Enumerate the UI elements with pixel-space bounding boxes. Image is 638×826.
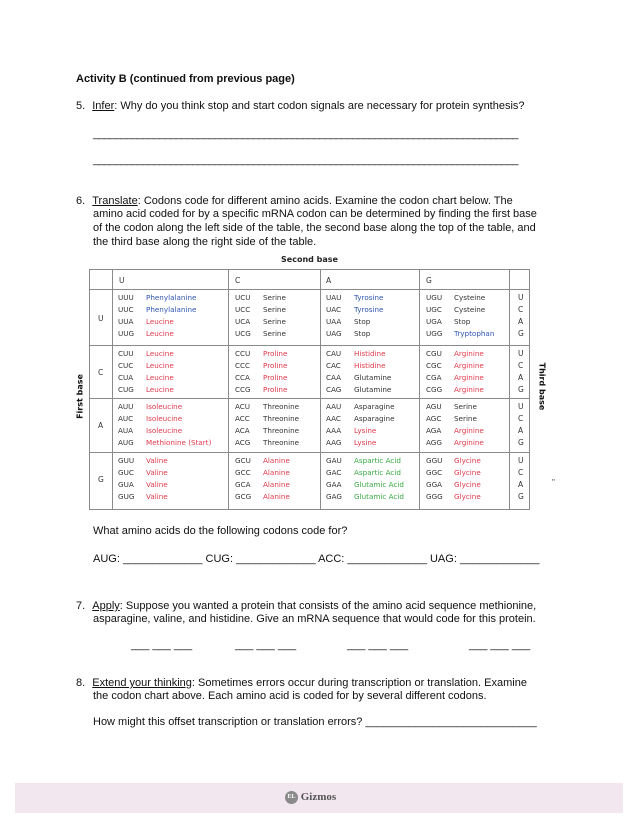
footer-bar <box>15 783 623 813</box>
codon: UCG <box>235 329 251 338</box>
question-number: 7. <box>76 600 86 612</box>
codon: GCA <box>235 480 251 489</box>
third-base-letter: A <box>518 317 524 326</box>
codon-cell <box>426 455 481 503</box>
codon: CCG <box>235 385 251 394</box>
first-base-label: First base <box>75 374 85 419</box>
codon: ACC <box>235 414 250 423</box>
codon: UCA <box>235 317 251 326</box>
codon-entry <box>235 360 287 372</box>
codon-entry <box>118 384 174 396</box>
codon: GCG <box>235 492 252 501</box>
activity-heading: Activity B (continued from previous page) <box>76 73 295 85</box>
amino-acid: Serine <box>263 293 286 302</box>
codon: CGC <box>426 361 442 370</box>
amino-acid: Serine <box>454 414 477 423</box>
amino-acid: Threonine <box>263 402 300 411</box>
third-base-label-wrap <box>532 360 552 420</box>
amino-acid: Cysteine <box>454 293 486 302</box>
codon-entry <box>235 348 287 360</box>
answer-line[interactable]: _____________________________________________________________________________ <box>93 128 518 140</box>
codon-entry <box>326 401 395 413</box>
codon-entry <box>235 304 286 316</box>
logo-text: Gizmos <box>300 791 337 804</box>
amino-acid: Asparagine <box>354 414 395 423</box>
third-base-column <box>518 292 524 340</box>
codon: UAA <box>326 317 342 326</box>
amino-acid: Cysteine <box>454 305 486 314</box>
amino-acid: Arginine <box>454 438 484 447</box>
amino-acid: Tyrosine <box>354 305 384 314</box>
codon-entry <box>235 479 290 491</box>
sequence-blank[interactable]: ___ ___ ___ <box>469 639 531 651</box>
codon-entry <box>426 479 481 491</box>
amino-acid: Valine <box>146 492 168 501</box>
codon: CAC <box>326 361 341 370</box>
codon: AUC <box>118 414 134 423</box>
codon: GAA <box>326 480 342 489</box>
first-base-label-wrap <box>70 370 90 430</box>
codon: UGG <box>426 329 443 338</box>
amino-acid: Valine <box>146 468 168 477</box>
codon-entry <box>118 437 211 449</box>
amino-acid: Arginine <box>454 349 484 358</box>
amino-acid: Proline <box>263 361 288 370</box>
amino-acid: Glycine <box>454 456 481 465</box>
codon: CAA <box>326 373 342 382</box>
codon-entry <box>235 316 286 328</box>
question-text: : Codons code for different amino acids. Examine the codon chart below. The <box>137 195 513 207</box>
logo-mark-icon: EL <box>285 791 298 804</box>
third-base-column <box>518 455 524 503</box>
codon-entry <box>426 348 484 360</box>
amino-acid: Serine <box>263 329 286 338</box>
codon-entry <box>426 328 494 340</box>
first-base-letter: C <box>98 368 104 377</box>
codon-entry <box>426 491 481 503</box>
codon: UGU <box>426 293 443 302</box>
question-number: 6. <box>76 195 86 207</box>
question-text: of the codon along the left side of the table, the second base along the top of the table, and <box>93 222 536 234</box>
first-base-letter: A <box>98 421 104 430</box>
amino-acid: Alanine <box>263 492 290 501</box>
codon: CGA <box>426 373 442 382</box>
codon: CCA <box>235 373 250 382</box>
codon: CGU <box>426 349 442 358</box>
amino-acid: Serine <box>263 305 286 314</box>
codon: GAG <box>326 492 342 501</box>
codon-entry <box>326 304 383 316</box>
codon-cell <box>118 455 168 503</box>
codon: UUA <box>118 317 134 326</box>
amino-acid: Isoleucine <box>146 402 183 411</box>
amino-acid: Isoleucine <box>146 414 183 423</box>
codon-entry <box>326 425 395 437</box>
codon-entry <box>426 437 484 449</box>
amino-acid: Leucine <box>146 373 174 382</box>
amino-acid: Leucine <box>146 329 174 338</box>
question-label: Translate <box>92 195 138 207</box>
third-base-letter: C <box>518 361 524 370</box>
codon-entry <box>426 401 484 413</box>
codon: UGC <box>426 305 442 314</box>
codon-chart <box>89 269 530 510</box>
codon-entry <box>426 384 484 396</box>
amino-acid: Aspartic Acid <box>354 456 401 465</box>
second-base-header: A <box>326 276 332 285</box>
codon: UCU <box>235 293 251 302</box>
stray-mark: " <box>552 478 555 487</box>
codon-entry <box>426 425 484 437</box>
codon: GGU <box>426 456 443 465</box>
question-text: the third base along the right side of the table. <box>93 236 317 248</box>
codon-cell <box>235 348 287 396</box>
codon-entry <box>326 437 395 449</box>
codon-entry <box>235 455 290 467</box>
amino-acid: Serine <box>454 402 477 411</box>
third-base-letter: C <box>518 414 524 423</box>
amino-acid: Aspartic Acid <box>354 468 401 477</box>
amino-acid: Phenylalanine <box>146 305 197 314</box>
question-label: Extend your thinking <box>92 677 192 689</box>
amino-acid: Glutamic Acid <box>354 480 404 489</box>
question-label: Apply <box>92 600 120 612</box>
codon: AUU <box>118 402 134 411</box>
codon-entry <box>326 479 404 491</box>
third-base-letter: C <box>518 305 524 314</box>
amino-acid: Arginine <box>454 361 484 370</box>
codon-entry <box>426 372 484 384</box>
third-base-letter: A <box>518 480 524 489</box>
third-base-column <box>518 401 524 449</box>
codon-entry <box>326 491 404 503</box>
codon-entry <box>426 467 481 479</box>
codon: GUG <box>118 492 135 501</box>
codon: AAU <box>326 402 342 411</box>
codon: CCC <box>235 361 251 370</box>
codon-entry <box>118 491 168 503</box>
codon: AAC <box>326 414 341 423</box>
amino-acid: Leucine <box>146 361 174 370</box>
codon: AGC <box>426 414 442 423</box>
codon-entry <box>235 437 299 449</box>
question-label: Infer <box>92 100 115 112</box>
amino-acid: Glycine <box>454 468 481 477</box>
amino-acid: Lysine <box>354 426 377 435</box>
answer-line[interactable]: _____________________________________________________________________________ <box>93 154 518 166</box>
first-base-letter: G <box>98 475 104 484</box>
codon-cell <box>326 292 383 340</box>
amino-acid: Glutamine <box>354 385 392 394</box>
codon: ACG <box>235 438 251 447</box>
amino-acid: Glutamine <box>354 373 392 382</box>
amino-acid: Arginine <box>454 373 484 382</box>
amino-acid: Tryptophan <box>454 329 495 338</box>
amino-acid: Phenylalanine <box>146 293 197 302</box>
amino-acid: Leucine <box>146 317 174 326</box>
codon-entry <box>326 292 383 304</box>
amino-acid: Alanine <box>263 480 290 489</box>
codon: CCU <box>235 349 251 358</box>
third-base-letter: G <box>518 329 524 338</box>
codon: UAG <box>326 329 342 338</box>
codon: AGU <box>426 402 442 411</box>
codon-entry <box>426 360 484 372</box>
amino-acid: Threonine <box>263 426 300 435</box>
question-text: amino acid coded for by a specific mRNA codon can be determined by finding the first base <box>93 208 537 220</box>
question-text: the codon chart above. Each amino acid is coded for by several different codons. <box>93 690 487 702</box>
codon: GAU <box>326 456 342 465</box>
codon: AGG <box>426 438 442 447</box>
codon-cell <box>326 401 395 449</box>
codon-entry <box>426 413 484 425</box>
codon-entry <box>118 292 196 304</box>
amino-acid: Alanine <box>263 456 290 465</box>
third-base-letter: A <box>518 426 524 435</box>
amino-acid: Leucine <box>146 349 174 358</box>
codon-entry <box>118 328 196 340</box>
codon: GCC <box>235 468 251 477</box>
codon: GUA <box>118 480 134 489</box>
third-base-letter: A <box>518 373 524 382</box>
amino-acid: Proline <box>263 385 288 394</box>
question-text: : Suppose you wanted a protein that consists of the amino acid sequence methionine, <box>119 600 537 612</box>
codon-cell <box>426 401 484 449</box>
amino-acid: Proline <box>263 373 288 382</box>
third-base-letter: U <box>518 456 524 465</box>
codon-cell <box>118 348 174 396</box>
codon-entry <box>426 455 481 467</box>
third-base-letter: U <box>518 402 524 411</box>
codon-entry <box>426 304 494 316</box>
codon: UUC <box>118 305 134 314</box>
third-base-letter: U <box>518 293 524 302</box>
codon: GGC <box>426 468 443 477</box>
third-base-letter: G <box>518 385 524 394</box>
amino-acid: Glycine <box>454 492 481 501</box>
codon-entry <box>426 316 494 328</box>
amino-acid: Stop <box>354 329 371 338</box>
amino-acid: Threonine <box>263 414 300 423</box>
codon-entry <box>118 413 211 425</box>
codon: CUC <box>118 361 134 370</box>
codon-entry <box>235 384 287 396</box>
question-5 <box>76 98 525 114</box>
third-base-letter: G <box>518 438 524 447</box>
codon-entry <box>326 328 383 340</box>
codon: GGG <box>426 492 443 501</box>
codon-cell <box>326 455 404 503</box>
codon-entry <box>235 401 299 413</box>
codon-entry <box>326 316 383 328</box>
codon-cell <box>235 455 290 503</box>
codon-cell <box>426 348 484 396</box>
amino-acid: Stop <box>354 317 371 326</box>
codon-entry <box>235 413 299 425</box>
codon-entry <box>326 348 391 360</box>
codon: UUU <box>118 293 134 302</box>
amino-acid: Threonine <box>263 438 300 447</box>
codon-entry <box>235 372 287 384</box>
codon-entry <box>235 491 290 503</box>
codon-cell <box>235 292 286 340</box>
gizmos-logo <box>285 791 336 804</box>
amino-acid: Isoleucine <box>146 426 183 435</box>
amino-acid: Proline <box>263 349 288 358</box>
codon-cell <box>235 401 299 449</box>
codon: CUU <box>118 349 134 358</box>
amino-acid: Arginine <box>454 385 484 394</box>
codon-entry <box>235 425 299 437</box>
amino-acid: Stop <box>454 317 471 326</box>
question-number: 8. <box>76 677 86 689</box>
third-base-letter: U <box>518 349 524 358</box>
question-text: : Sometimes errors occur during transcription or translation. Examine <box>191 677 527 689</box>
third-base-column <box>518 348 524 396</box>
codon: CGG <box>426 385 443 394</box>
codon: CUG <box>118 385 134 394</box>
codon: CAG <box>326 385 342 394</box>
codon-answers[interactable]: AUG: _____________ CUG: _____________ ACC: _____________ UAG: _____________ <box>93 553 540 565</box>
codon: UAU <box>326 293 342 302</box>
codon: GCU <box>235 456 251 465</box>
codon-entry <box>118 348 174 360</box>
codon-cell <box>118 292 196 340</box>
codon: UCC <box>235 305 251 314</box>
codon: AGA <box>426 426 442 435</box>
codon: GUU <box>118 456 135 465</box>
sequence-blank[interactable]: ___ ___ ___ <box>347 639 409 651</box>
sub-question: What amino acids do the following codons code for? <box>93 525 348 537</box>
amino-acid: Glycine <box>454 480 481 489</box>
amino-acid: Histidine <box>354 349 386 358</box>
codon-entry <box>326 455 404 467</box>
codon-entry <box>118 425 211 437</box>
codon: AAA <box>326 426 342 435</box>
codon-entry <box>235 292 286 304</box>
amino-acid: Tyrosine <box>354 293 384 302</box>
amino-acid: Leucine <box>146 385 174 394</box>
codon-entry <box>118 316 196 328</box>
amino-acid: Glutamic Acid <box>354 492 404 501</box>
codon: ACU <box>235 402 251 411</box>
codon-entry <box>118 467 168 479</box>
sequence-blank[interactable]: ___ ___ ___ <box>235 639 297 651</box>
codon: GGA <box>426 480 443 489</box>
codon-entry <box>235 467 290 479</box>
second-base-header: G <box>426 276 432 285</box>
amino-acid: Methionine (Start) <box>146 438 212 447</box>
third-base-letter: C <box>518 468 524 477</box>
codon: UAC <box>326 305 342 314</box>
codon-entry <box>235 328 286 340</box>
second-base-header: C <box>235 276 241 285</box>
codon-cell <box>118 401 211 449</box>
codon-entry <box>326 372 391 384</box>
first-base-letter: U <box>98 314 104 323</box>
amino-acid: Histidine <box>354 361 386 370</box>
codon-entry <box>326 467 404 479</box>
codon: UGA <box>426 317 442 326</box>
codon: GUC <box>118 468 134 477</box>
question-number: 5. <box>76 100 86 112</box>
codon: AUA <box>118 426 134 435</box>
third-base-label: Third base <box>537 362 547 411</box>
amino-acid: Serine <box>263 317 286 326</box>
codon-entry <box>326 413 395 425</box>
codon: AAG <box>326 438 342 447</box>
codon-entry <box>118 479 168 491</box>
codon-entry <box>326 360 391 372</box>
codon-cell <box>326 348 391 396</box>
amino-acid: Arginine <box>454 426 484 435</box>
third-base-letter: G <box>518 492 524 501</box>
codon: CAU <box>326 349 342 358</box>
question-text: asparagine, valine, and histidine. Give an mRNA sequence that would code for this protein. <box>93 613 536 625</box>
codon: AUG <box>118 438 134 447</box>
codon: ACA <box>235 426 250 435</box>
amino-acid: Lysine <box>354 438 377 447</box>
codon-entry <box>118 401 211 413</box>
codon: GAC <box>326 468 342 477</box>
second-base-header: U <box>119 276 125 285</box>
codon-entry <box>118 455 168 467</box>
codon: CUA <box>118 373 134 382</box>
amino-acid: Valine <box>146 456 168 465</box>
question-answer-line[interactable]: How might this offset transcription or translation errors? ____________________________ <box>93 716 537 728</box>
amino-acid: Valine <box>146 480 168 489</box>
codon-entry <box>118 372 174 384</box>
sequence-blank[interactable]: ___ ___ ___ <box>131 639 193 651</box>
codon-entry <box>118 360 174 372</box>
codon: UUG <box>118 329 135 338</box>
amino-acid: Asparagine <box>354 402 395 411</box>
question-text: : Why do you think stop and start codon signals are necessary for protein synthesis? <box>114 100 525 112</box>
codon-entry <box>426 292 494 304</box>
codon-entry <box>326 384 391 396</box>
codon-cell <box>426 292 494 340</box>
codon-entry <box>118 304 196 316</box>
amino-acid: Alanine <box>263 468 290 477</box>
chart-title: Second base <box>281 255 338 264</box>
